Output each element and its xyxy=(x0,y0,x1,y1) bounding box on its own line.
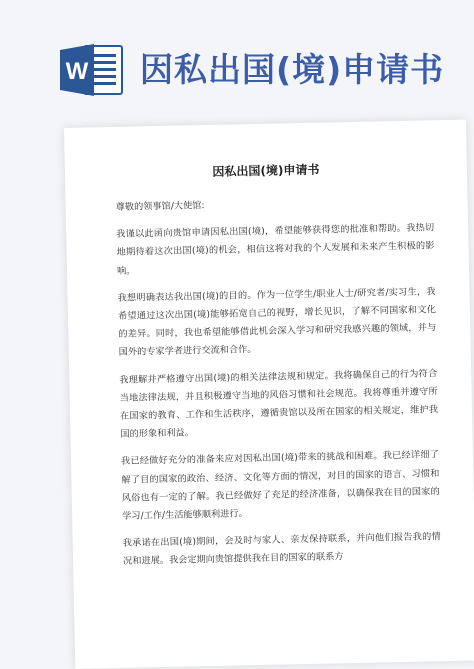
paragraph-1: 我谨以此函向贵馆申请因私出国(境)，希望能够获得您的批准和帮助。我热切地期待着这次出国(境)的机会，相信这将对我的个人发展和未来产生积极的影响。 xyxy=(116,222,435,277)
paragraph-2: 我想明确表达我出国(境)的目的。作为一位学生/职业人士/研究者/实习生，我希望通过这次出国(境)能够拓宽自己的视野，增长见识，了解不同国家和文化的差异。同时，我也希望能够借此机会深入学习和研究我感兴趣的领域，并与国外的专家学者进行交流和合作。 xyxy=(117,286,437,359)
document-page xyxy=(64,120,474,669)
document-body xyxy=(115,192,441,580)
paragraph-3: 我理解并严格遵守出国(境)的相关法律法规和规定。我将确保自己的行为符合当地法律法规，并且积极遵守当地的风俗习惯和社会规范。我将尊重并遵守所在国家的教育、工作和生活秩序，遵循贵馆以及所在国家的相关规定，维护我国的形象和利益。 xyxy=(119,367,439,441)
banner-title: 因私出国(境)申请书 xyxy=(140,50,445,89)
banner xyxy=(0,0,474,120)
document-title: 因私出国(境)申请书 xyxy=(212,162,320,179)
paragraph-5: 我承诺在出国(境)期间，会及时与家人、亲友保持联系，并向他们报告我的情况和进展。我会定期向贵馆提供我在目的国家的联系方 xyxy=(122,531,441,568)
salutation: 尊敬的领事馆/大使馆: xyxy=(115,200,205,213)
paragraph-4: 我已经做好充分的准备来应对因私出国(境)带来的挑战和困难。我已经详细了解了目的国家的政治、经济、文化等方面的情况，对目的国家的语言、习惯和风俗也有一定的了解。我已经做好了充足的经济准备，以确保我在目的国家的学习/工作/生活能够顺利进行。 xyxy=(120,449,440,522)
word-logo-letter: W xyxy=(65,58,89,85)
word-document-icon xyxy=(60,42,124,98)
